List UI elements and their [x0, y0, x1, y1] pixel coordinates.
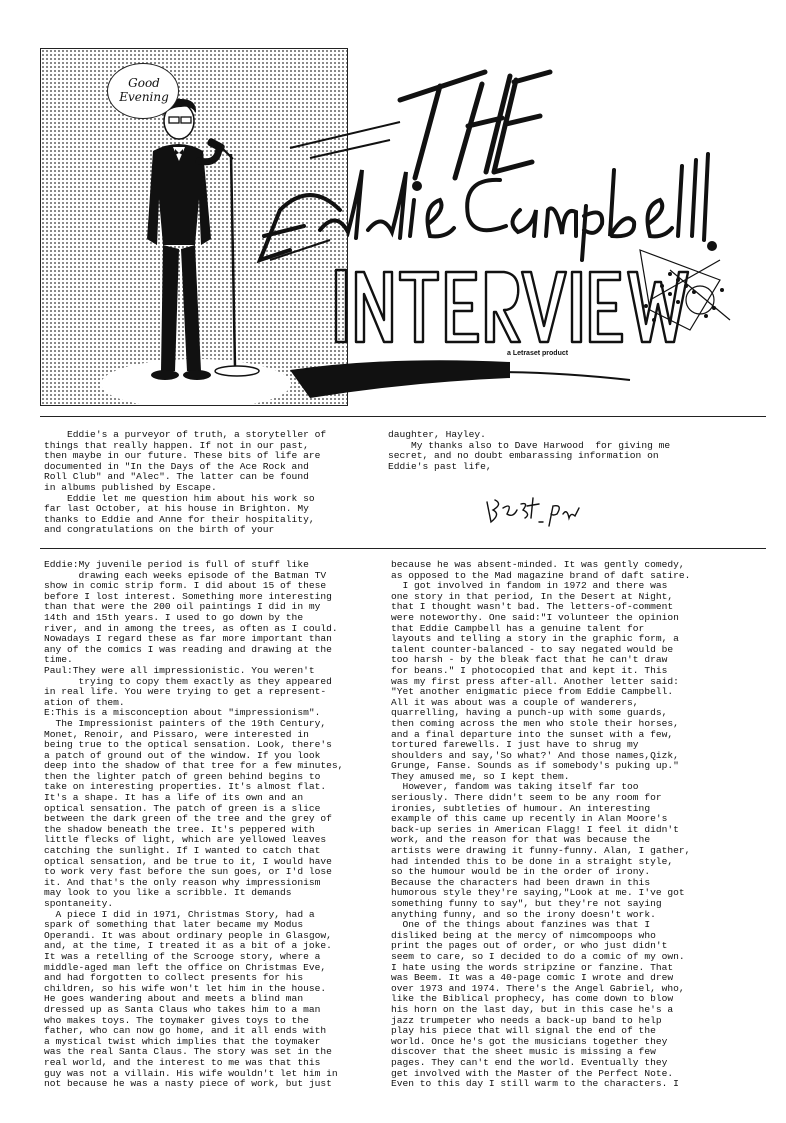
letraset-credit: a Letraset product — [507, 350, 569, 357]
speech-bubble-text: Good Evening — [119, 76, 169, 104]
top-divider — [40, 416, 766, 417]
intro-left-column: Eddie's a purveyor of truth, a storyteller of things that really happen. If not in our past, then maybe in our future. These bits of life are documented in "In the Days of the Ace Rock and Roll Club" and "Alec". The latter can be found in albums published by Escape. Eddie let me question him about his work so far last October, at his house in Brighton. My thanks to Eddie and Anne for their hospitality, and congratulations on the birth of your — [44, 429, 327, 536]
title-artwork — [250, 60, 740, 420]
interview-left-column: Eddie:My juvenile period is full of stuff like drawing each weeks episode of the Batman TV show in comic strip form. I did about 15 of these before I lost interest. Something more interesting than that were the 200 oil paintings I did in my 14th and 15th years. I used to go down by the river, and in among the trees, as often as I could. Nowadays I regard these as far more important than any of the comics I was reading and drawing at the time. Paul:They were all impressionistic. You weren't trying to copy them exactly as they appeared in real life. You were trying to get a represent- ation of them. E:This is a misconception about "impressionism". The Impressionist painters of the 19th Century, Monet, Renoir, and Pissaro, were interested in being true to the optical sensation. Look, there's a patch of ground out of the window. If you look deep into the shadow of that tree for a few minutes, then the lighter patch of green behind begins to take on interesting properties. It's almost flat. It's a shape. It has a life of its own and an optical sensation. The patch of green is a slice between the dark green of the tree and the grey of the shadow beneath the tree. It's peppered with little flecks of light, which are yellowed leaves catching the sunlight. If I wanted to catch that optical sensation, and be true to it, I would have to work very fast before the sun goes, or I'd lose it. And that's the only reason why impressionism may look to you like a scribble. It demands spontaneity. A piece I did in 1971, Christmas Story, had a spark of something that later became my Modus Operandi. It was about ordinary people in Glasgow, and, at the time, I treated it as a bit of a joke. It was a retelling of the Scrooge story, where a middle-aged man left the office on Christmas Eve, and had forgotten to collect presents for his children, so his wife won't let him in the house. He goes wandering about and meets a blind man dressed up as Santa Claus who takes him to a man who makes toys. The toymaker gives toys to the father, who can now go home, and it all ends with a mystical twist which implies that the toymaker was the real Santa Claus. The story was set in the real world, and the interest to me was that this guy was not a villain. His wife wouldn't let him in not because he was a nasty piece of work, but just — [44, 559, 344, 1090]
intro-right-column: daughter, Hayley. My thanks also to Dave Harwood for giving me secret, and no doubt embarassing information on Eddie's past life, — [388, 429, 671, 472]
middle-divider — [40, 548, 766, 549]
speech-bubble — [107, 63, 179, 119]
interview-right-column: because he was absent-minded. It was gently comedy, as opposed to the Mad magazine brand of daft satire. I got involved in fandom in 1972 and there was one story in that period, In the Desert at Night, that I thought wasn't bad. The letters-of-comment were noteworthy. One said:"I volunteer the opinion that Eddie Campbell has a genuine talent for layouts and telling a story in the graphic form, a talent counter-balanced - to say negated would be too harsh - by the bleak fact that he can't draw for beans." I photocopied that and kept it. This was my first press after-all. Another letter said: "Yet another enigmatic piece from Eddie Campbell. All it was about was a couple of wanderers, quarrelling, having a punch-up with some guards, then coming across the men who stole their horses, and a final departure into the sunset with a few, tortured farewells. I just have to shrug my shoulders and say,'So what?' And those names,Qizk, Grunge, Fanse. Sounds as if somebody's puking up." They amused me, so I kept them. However, fandom was taking itself far too seriously. There didn't seem to be any room for ironies, subtleties of humour. An interesting example of this came up recently in Alan Moore's back-up series in American Flagg! I feel it didn't work, and the reason for that was because the artists were drawing it funny-funny. Alan, I gather, had intended this to be done in a straight style, so the humour would be in the order of irony. Because the characters had been drawn in this humorous style they're saying,"Look at me. I've got something funny to say", but they're not saying anything funny, and so the irony doesn't work. One of the things about fanzines was that I disliked being at the mercy of nimcompoops who print the pages out of order, or who just didn't seem to care, so I decided to do a comic of my own. I hate using the words stripzine or fanzine. That was Beem. It was a 40-page comic I wrote and drew over 1973 and 1974. There's the Angel Gabriel, who, like the Biblical prophecy, has come down to blow his horn on the last day, but in this case he's a jazz trumpeter who needs a back-up band to help play his piece that will signal the end of the world. Once he's got the musicians together they discover that the sheet music is missing a few pages. They can't end the world. Eventually they get involved with the Master of the Perfect Note. Even to this day I still warm to the characters. I — [391, 559, 691, 1090]
signature — [483, 492, 583, 532]
